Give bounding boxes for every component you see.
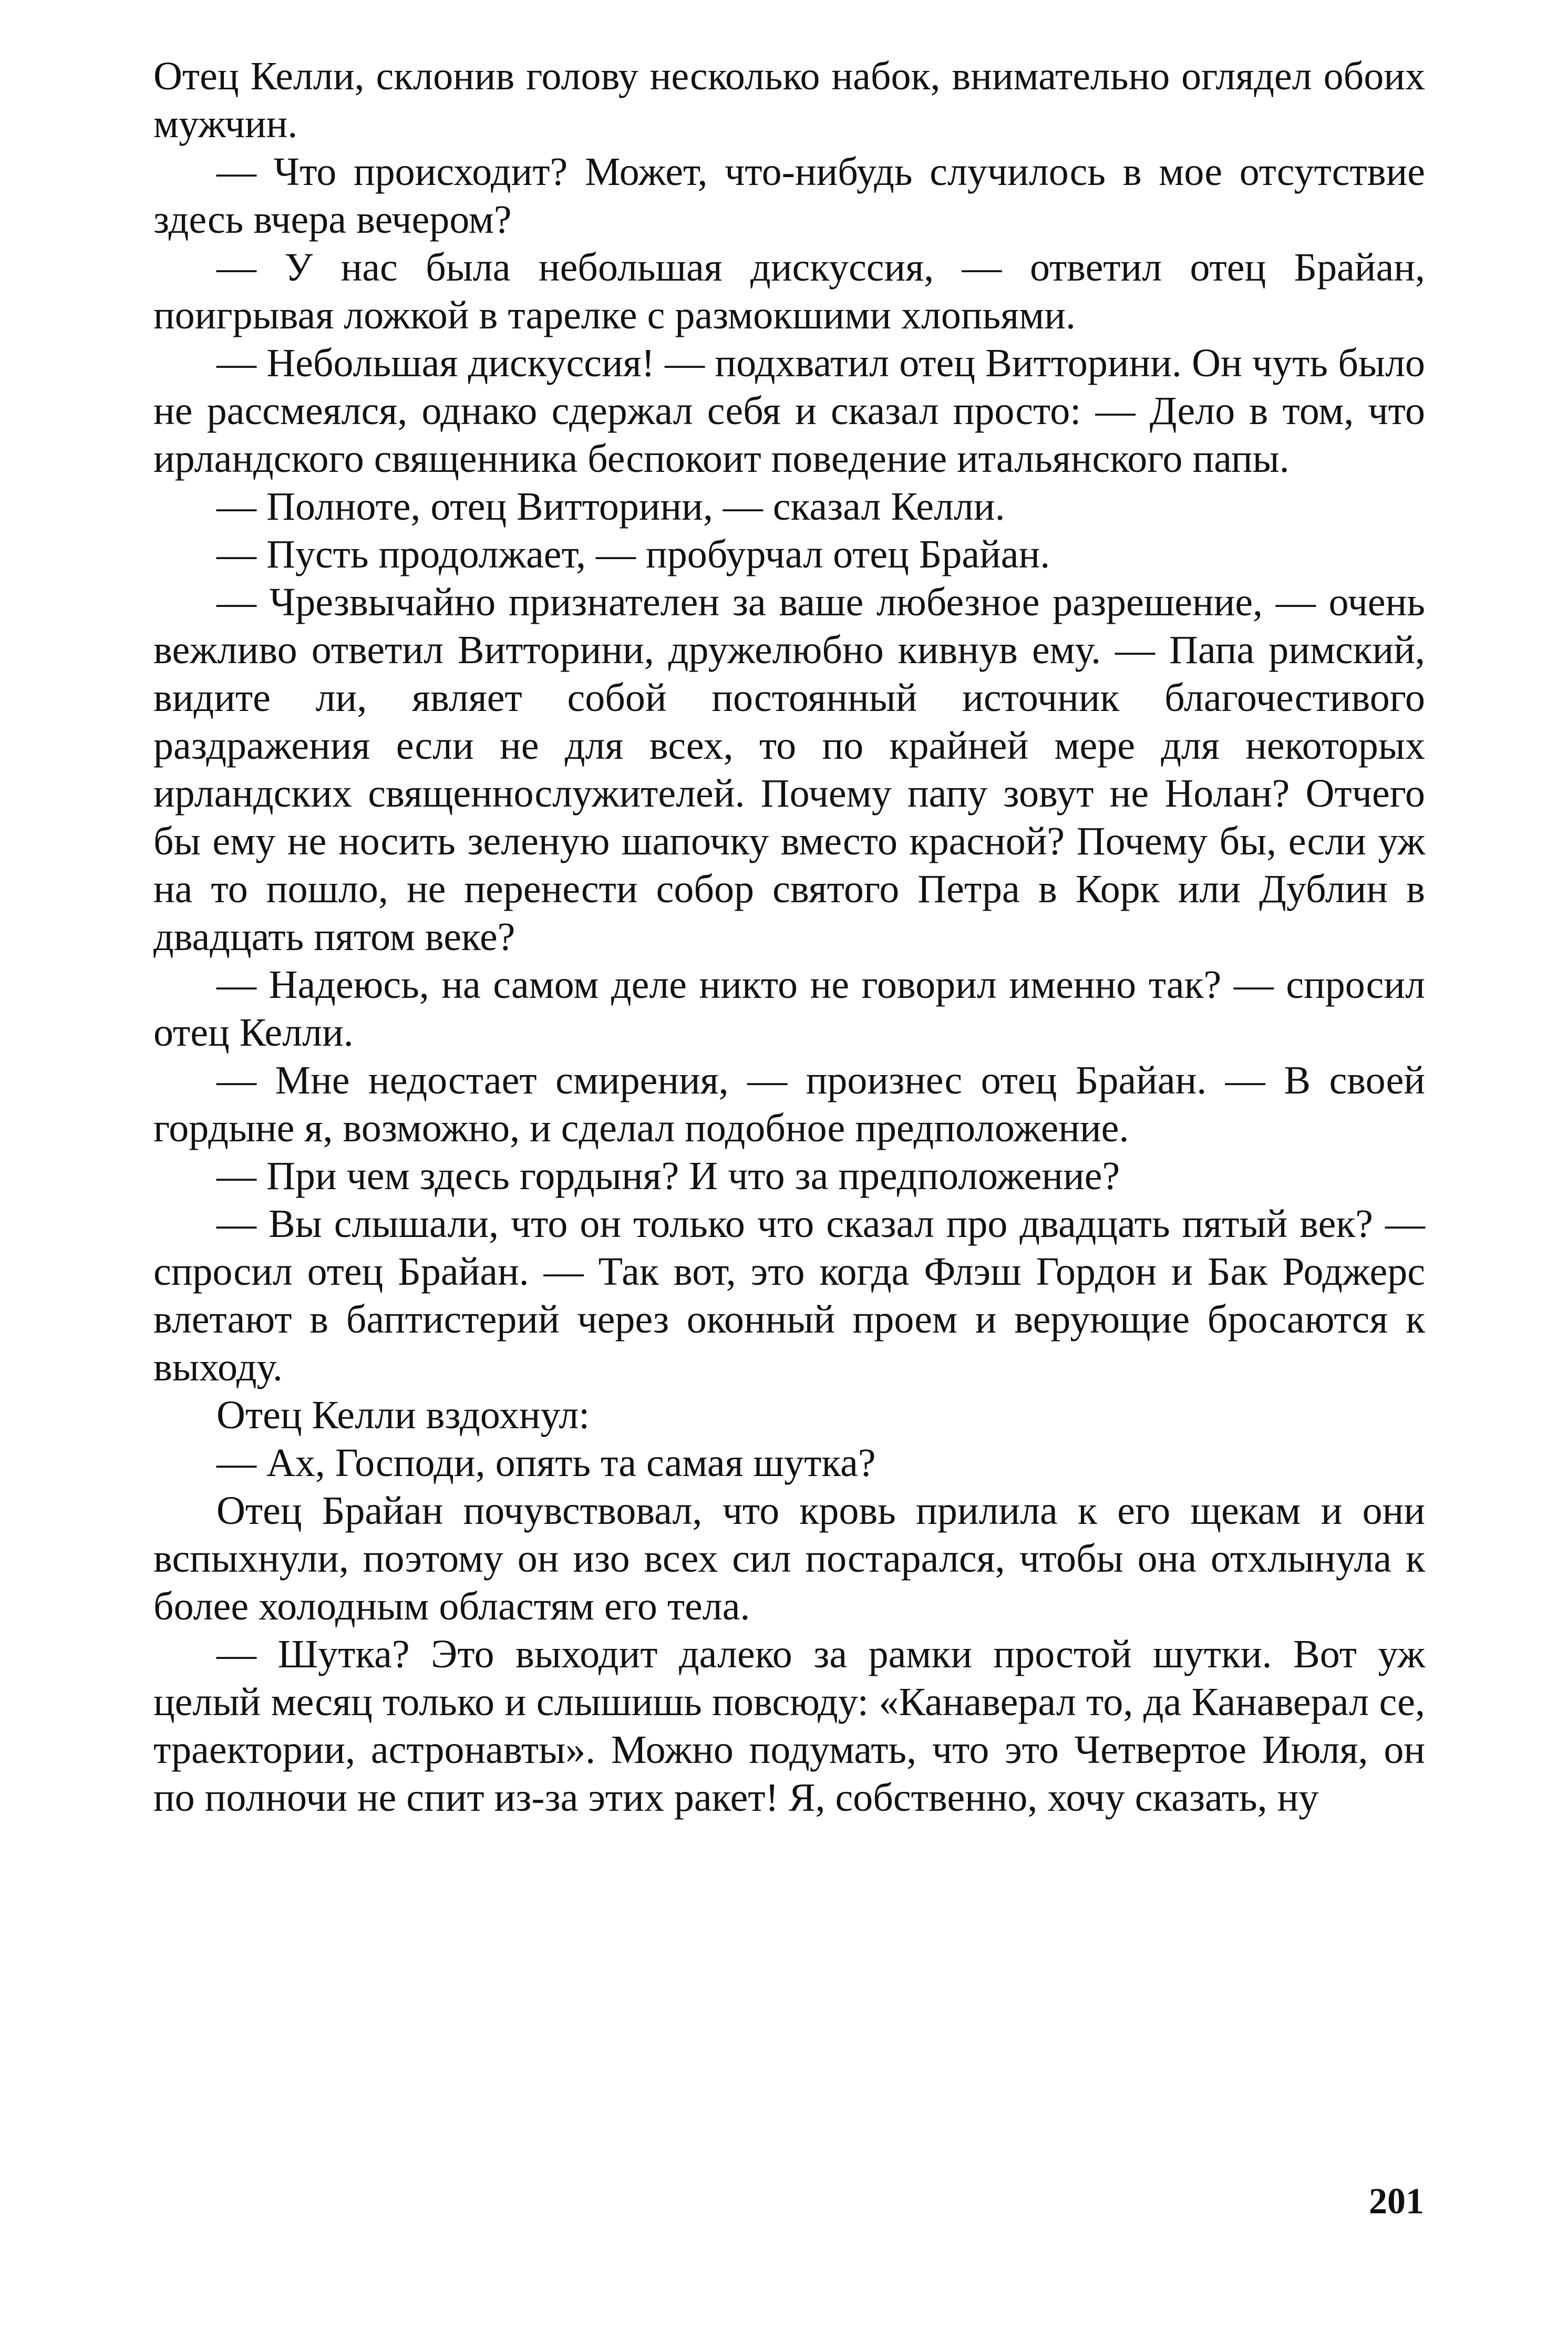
- paragraph: — При чем здесь гордыня? И что за предположение?: [216, 1154, 1120, 1198]
- paragraph: — Полноте, отец Витторини, — сказал Келли.: [216, 484, 1005, 529]
- paragraph: Отец Келли, склонив голову несколько набок, внимательно оглядел обоих мужчин.: [153, 54, 1425, 146]
- paragraph: — Надеюсь, на самом деле никто не говорил именно так? — спросил отец Келли.: [153, 963, 1425, 1055]
- paragraph: — Мне недостает смирения, — произнес отец Брайан. — В своей гордыне я, возможно, и сделал подобное предположение.: [153, 1058, 1425, 1150]
- paragraph: — У нас была небольшая дискуссия, — ответил отец Брайан, поигрывая ложкой в тарелке с размокшими хлопьями.: [153, 245, 1425, 337]
- paragraph: — Пусть продолжает, — пробурчал отец Брайан.: [216, 532, 1050, 576]
- paragraph: — Ах, Господи, опять та самая шутка?: [216, 1441, 876, 1485]
- paragraph: Отец Брайан почувствовал, что кровь прилила к его щекам и они вспыхнули, поэтому он изо всех сил постарался, чтобы она отхлынула к более холодным областям его тела.: [153, 1489, 1425, 1628]
- paragraph: — Шутка? Это выходит далеко за рамки простой шутки. Вот уж целый месяц только и слышишь повсюду: «Канаверал то, да Канаверал се, траектории, астронавты». Можно подумать, что это Четвертое Июля, он по полночи не спит из-за этих ракет! Я, собственно, хочу сказать, ну: [153, 1632, 1425, 1820]
- paragraph: — Чрезвычайно признателен за ваше любезное разрешение, — очень вежливо ответил Витторини, дружелюбно кивнув ему. — Папа римский, видите ли, являет собой постоянный источник благочестивого раздражения если не для всех, то по крайней мере для некоторых ирландских священнослужителей. Почему папу зовут не Нолан? Отчего бы ему не носить зеленую шапочку вместо красной? Почему бы, если уж на то пошло, не перенести собор святого Петра в Корк или Дублин в двадцать пятом веке?: [153, 580, 1425, 959]
- page-number: 201: [1369, 2181, 1424, 2222]
- page-text: [153, 53, 1425, 1822]
- paragraph: — Что происходит? Может, что-нибудь случилось в мое отсутствие здесь вчера вечером?: [153, 150, 1425, 242]
- paragraph: — Вы слышали, что он только что сказал про двадцать пятый век? — спросил отец Брайан. — Так вот, это когда Флэш Гордон и Бак Роджерс влетают в баптистерий через оконный проем и верующие бросаются к выходу.: [153, 1202, 1425, 1389]
- paragraph: Отец Келли вздохнул:: [216, 1393, 590, 1437]
- paragraph: — Небольшая дискуссия! — подхватил отец Витторини. Он чуть было не рассмеялся, однако сдержал себя и сказал просто: — Дело в том, что ирландского священника беспокоит поведение итальянского папы.: [153, 341, 1425, 481]
